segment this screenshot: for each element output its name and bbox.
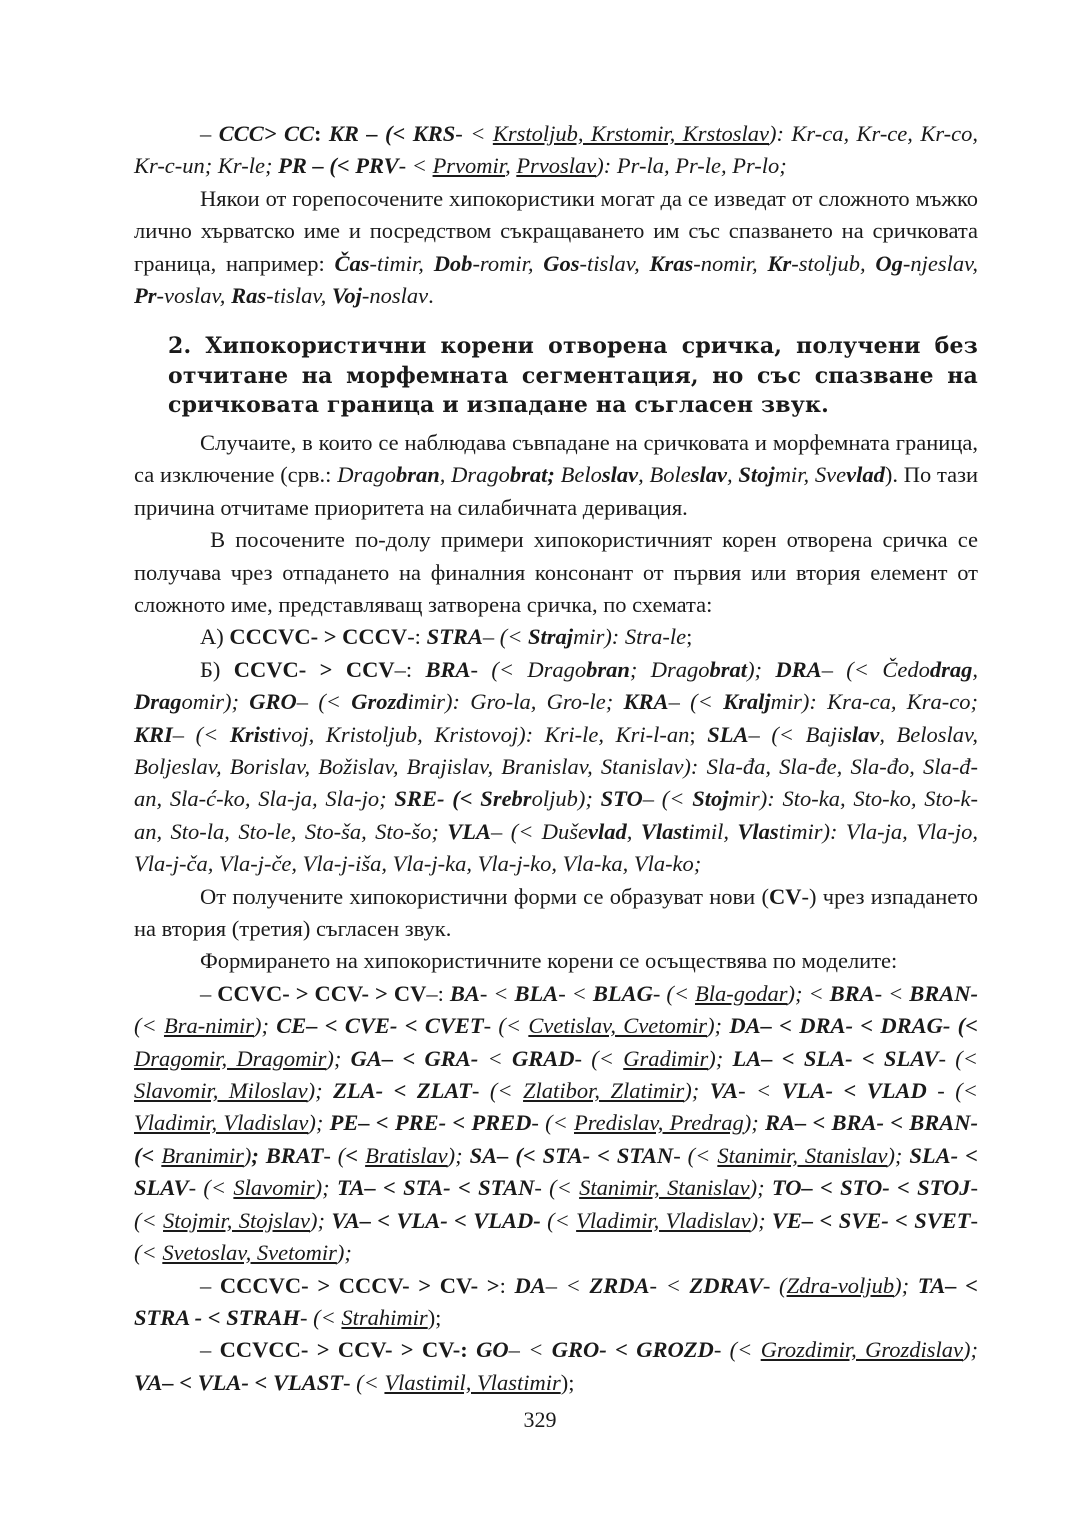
paragraph-new-forms: От получените хипокористични форми се образуват нови (CV-) чрез изпадането на втория (третия) съгласен звук. [134, 883, 979, 942]
page-body [134, 118, 978, 1399]
paragraph-model-ccvc: – CCVC- > CCV- > CV–: BA- < BLA- < BLAG- (< Bla-godar); < BRA- < BRAN- (< Bra-nimir); CE– < CVE- < CVET- (< Cvetislav, Cvetomir); DA– < DRA- < DRAG- (< Dragomir, Dragomir); GA– < GRA- < GRAD- (< Gradimir); LA– < SLA- < SLAV- (< Slavomir, Miloslav); ZLA- < ZLAT- (< Zlatibor, Zlatimir); VA- < VLA- < VLAD - (< Vladimir, Vladislav); PE– < PRE- < PRED- (< Predislav, Predrag); RA– < BRA- < BRAN- (< Branimir); BRAT- (< Bratislav); SA– (< STA- < STAN- (< Stanimir, Stanislav); SLA- < SLAV- (< Slavomir); TA– < STA- < STAN- (< Stanimir, Stanislav); TO– < STO- < STOJ- (< Stojmir, Stojslav); VA– < VLA- < VLAD- (< Vladimir, Vladislav); VE– < SVE- < SVET- (< Svetoslav, Svetomir); [134, 980, 979, 1266]
paragraph-scheme-intro: В посочените по-долу примери хипокористичният корен отворена сричка се получава чрез отпадането на финалния консонант от първия или втория елемент от сложното име, представляващ затворена сричка, по схемата: [134, 527, 978, 617]
page-number: 329 [523, 1407, 557, 1432]
paragraph-scheme-a: А) CCCVC- > CCCV-: STRA– (< Strajmir): Stra-le; [200, 624, 693, 650]
paragraph-model-ccvcc: – CCVCC- > CCV- > CV-: GO– < GRO- < GROZD- (< Grozdimir, Grozdislav); VA– < VLA- < VLAST- (< Vlastimil, Vlastimir); [134, 1337, 979, 1395]
paragraph-scheme-b: Б) CCVC- > CCV–: BRA- (< Dragobran; Dragobrat); DRA– (< Čedodrag, Dragomir); GRO– (< Grozdimir): Gro-la, Gro-le; KRA– (< Kraljmir): Kra-ca, Kra-co; KRI– (< Kristivoj, Kristoljub, Kristovoj): Kri-le, Kri-l-an; SLA– (< Bajislav, Beloslav, Boljeslav, Borislav, Božislav, Brajislav, Branislav, Stanislav): Sla-đa, Sla-đe, Sla-đo, Sla-đ-an, Sla-ć-ko, Sla-ja, Sla-jo; SRE- (< Srebroljub); STO– (< Stojmir): Sto-ka, Sto-ko, Sto-k-an, Sto-la, Sto-le, Sto-ša, Sto-šo; VLA– (< Duševlad, Vlastimil, Vlastimir): Vla-ja, Vla-jo, Vla-j-ča, Vla-j-če, Vla-j-iša, Vla-j-ka, Vla-j-ko, Vla-ka, Vla-ko; [134, 656, 978, 877]
paragraph-models-intro: Формирането на хипокористичните корени се осъществява по моделите: [200, 948, 898, 974]
paragraph-syllable-boundary: Някои от горепосочените хипокористики могат да се изведат от сложното мъжко лично хърватско име и посредством съкращаването им със спазването на сричковата граница, например: Čas-timir, Dob-romir, Gos-tislav, Kras-nomir, Kr-stoljub, Og-njeslav, Pr-voslav, Ras-tislav, Voj-noslav. [134, 185, 979, 309]
paragraph-model-cccvc: – CCCVC- > CCCV- > CV- >: DA– < ZRDA- < ZDRAV- (Zdra-voljub); TA– < STRA - < STRAH- (< Strahimir); [134, 1272, 978, 1330]
paragraph-exceptions: Случаите, в които се наблюдава съвпадане на сричковата и морфемната граница, са изключение (срв.: Dragobran, Dragobrat; Beloslav, Boleslav, Stojmir, Svevlad). По тази причина отчитаме приоритета на силабичната деривация. [134, 429, 978, 520]
paragraph-ccc-cc: – CCC> CC: KR – (< KRS- < Krstoljub, Krstomir, Krstoslav): Kr-ca, Kr-ce, Kr-co, Kr-c-un; Kr-le; PR – (< PRV- < Prvomir, Prvoslav): Pr-la, Pr-le, Pr-lo; [134, 121, 979, 179]
section-heading: 2. Хипокористични корени отворена сричка, получени без отчитане на морфемната сегментация, но със спазване на сричковата граница и изпадане на съгласен звук. [168, 333, 978, 419]
